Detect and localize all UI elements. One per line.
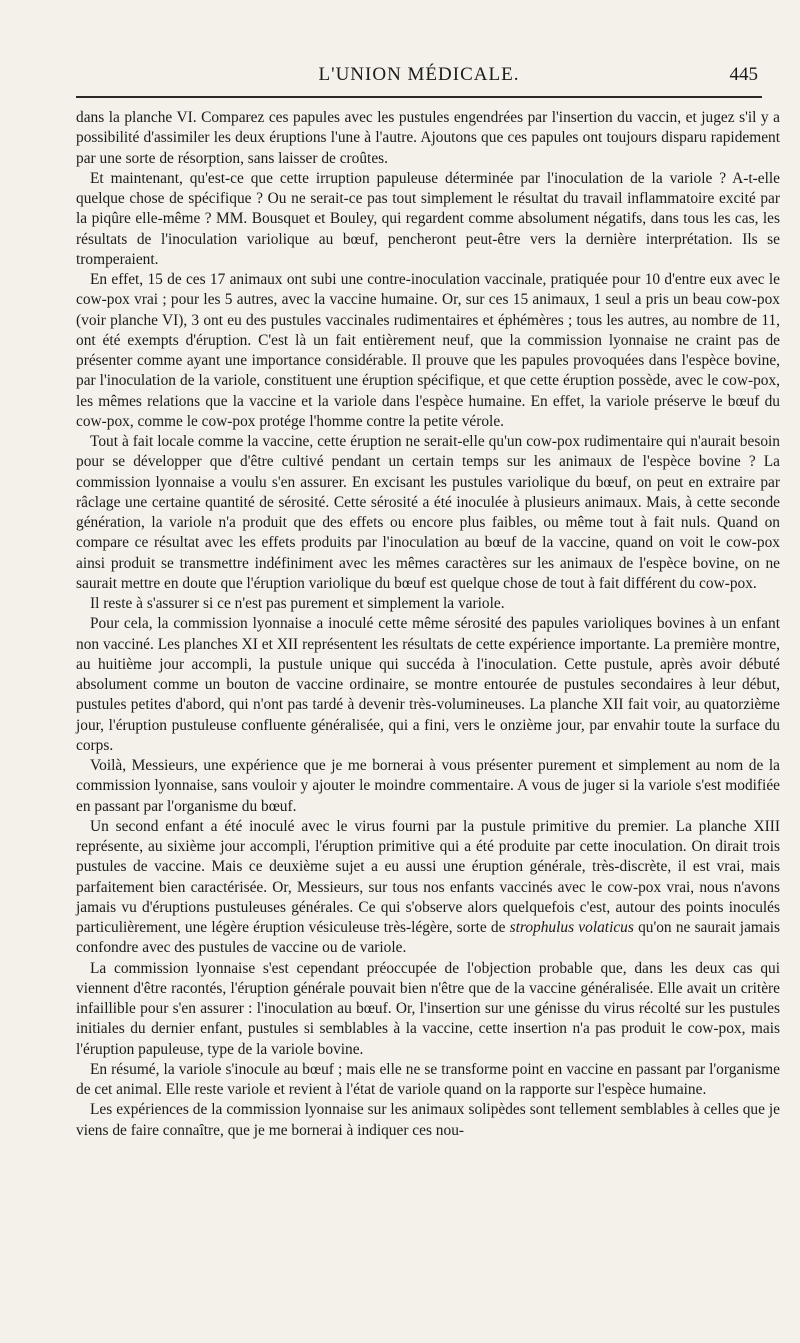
paragraph-2: Et maintenant, qu'est-ce que cette irruption papuleuse déterminée par l'inoculation de la variole ? A-t-elle quelque chose de spécifique ? Ou ne serait-ce pas tout simplement le résultat du travail inflammatoire excité par la piqûre elle-même ? MM. Bousquet et Bouley, qui regardent comme absolument négatifs, dans tous les cas, les résultats de l'inoculation variolique au bœuf, pencheront peut-être vers la dernière interprétation. Ils se tromperaient. — [76, 169, 780, 268]
page-header — [76, 62, 762, 98]
running-title: L'UNION MÉDICALE. — [318, 64, 520, 85]
paragraph-6: Pour cela, la commission lyonnaise a inoculé cette même sérosité des papules varioliques bovines à un enfant non vacciné. Les planches XI et XII représentent les résultats de cette expérience importante. La première montre, au huitième jour accompli, la pustule unique qui succéda à l'inoculation. Cette pustule, après avoir débuté absolument comme un bouton de vaccine ordinaire, se montre entourée de pustules secondaires à leur début, pustules petites d'abord, qui n'ont pas tardé à devenir très-volumineuses. La planche XII fait voir, au quatorzième jour, l'éruption pustuleuse confluente généralisée, qui a fini, vers le onzième jour, par envahir toute la surface du corps. — [76, 615, 780, 754]
paragraph-10: En résumé, la variole s'inocule au bœuf ; mais elle ne se transforme point en vaccine en passant par l'organisme de cet animal. Elle reste variole et revient à l'état de variole quand on la rapporte sur l'espèce humaine. — [76, 1060, 780, 1098]
body-text — [76, 108, 780, 1141]
paragraph-8 — [76, 817, 780, 959]
paragraph-7: Voilà, Messieurs, une expérience que je me bornerai à vous présenter purement et simplement au nom de la commission lyonnaise, sans vouloir y ajouter le moindre commentaire. A vous de juger si la variole s'est modifiée en passant par l'organisme du bœuf. — [76, 757, 780, 815]
paragraph-11: Les expériences de la commission lyonnaise sur les animaux solipèdes sont tellement semblables à celles que je viens de faire connaître, que je me bornerai à indiquer ces nou- — [76, 1101, 780, 1139]
paragraph-3: En effet, 15 de ces 17 animaux ont subi une contre-inoculation vaccinale, pratiquée pour 10 d'entre eux avec le cow-pox vrai ; pour les 5 autres, avec la vaccine humaine. Or, sur ces 15 animaux, 1 seul a pris un beau cow-pox (voir planche VI), 3 ont eu des pustules vaccinales rudimentaires et éphémères ; tous les autres, au nombre de 11, ont été exempts d'éruption. C'est là un fait entièrement neuf, que la commission lyonnaise ne craint pas de présenter comme ayant une importance considérable. Il prouve que les papules provoquées dans l'espèce bovine, par l'inoculation de la variole, constituent une éruption spécifique, et que cette éruption possède, avec le cow-pox, les mêmes relations que la vaccine et la variole dans l'espèce humaine. En effet, la variole préserve le bœuf du cow-pox, comme le cow-pox protége l'homme contre la petite vérole. — [76, 271, 780, 430]
paragraph-9: La commission lyonnaise s'est cependant préoccupée de l'objection probable que, dans les deux cas qui viennent d'être racontés, l'éruption générale pouvait bien n'être que de la vaccine généralisée. Elle avait un critère infaillible pour s'en assurer : l'inoculation au bœuf. Or, l'insertion sur une génisse du virus récolté sur les pustules initiales du dernier enfant, pustules si semblables à la vaccine, cette insertion n'a pas produit le cow-pox, mais l'éruption papuleuse, type de la variole bovine. — [76, 959, 780, 1058]
paragraph-5: Il reste à s'assurer si ce n'est pas purement et simplement la variole. — [90, 595, 505, 612]
paragraph-8-tail: qu'on ne saurait jamais confondre avec des pustules de vaccine ou de variole. — [76, 919, 780, 957]
page-number: 445 — [729, 64, 758, 85]
paragraph-1: dans la planche VI. Comparez ces papules avec les pustules engendrées par l'insertion du vaccin, et jugez s'il y a possibilité d'assimiler les deux éruptions l'une à l'autre. Ajoutons que ces papules ont toujours disparu rapidement par une sorte de résorption, sans laisser de croûtes. — [76, 109, 780, 167]
italic-term: strophulus volaticus — [509, 919, 634, 936]
paragraph-8-text: Un second enfant a été inoculé avec le virus fourni par la pustule primitive du premier. La planche XIII représente, au sixième jour accompli, l'éruption primitive qui a été produite par cette inoculation. On dirait trois pustules de vaccine. Mais ce deuxième sujet a eu aussi une éruption générale, très-discrète, il est vrai, mais parfaitement bien caractérisée. Or, Messieurs, sur tous nos enfants vaccinés avec le cow-pox vrai, nous n'avons jamais vu d'éruptions pustuleuses générales. Ce qui s'observe alors quelquefois c'est, autour des points inoculés particulièrement, une légère éruption vésiculeuse très-légère, sorte de — [76, 817, 780, 936]
paragraph-4: Tout à fait locale comme la vaccine, cette éruption ne serait-elle qu'un cow-pox rudimentaire qui n'aurait besoin pour se développer que d'être cultivé pendant un certain temps sur les animaux de l'espèce bovine ? La commission lyonnaise a voulu s'en assurer. En excisant les pustules variolique du bœuf, on peut en extraire par râclage une certaine quantité de sérosité. Cette sérosité a été inoculée à plusieurs animaux. Mais, à cette seconde génération, la variole n'a produit que des effets ou encore plus faibles, ou même tout à fait nuls. Quand on compare ce résultat avec les effets produits par l'inoculation au bœuf de la vaccine, quand on voit le cow-pox ainsi produit se transmettre indéfiniment avec les mêmes caractères sur les animaux de l'espèce bovine, on ne saurait mettre en doute que l'éruption variolique du bœuf est quelque chose de tout à fait différent du cow-pox. — [76, 433, 780, 592]
